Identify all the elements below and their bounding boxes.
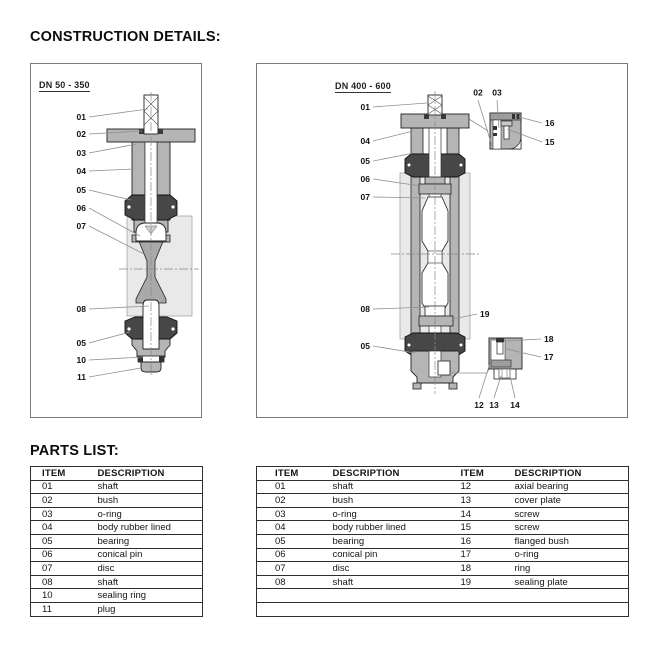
table-row [31, 602, 203, 616]
description-cell: sealing ring [91, 589, 203, 603]
description-cell: o-ring [331, 507, 459, 521]
callout-08: 08 [76, 303, 86, 314]
table-row [31, 575, 203, 589]
description-cell: body rubber lined [91, 521, 203, 535]
callout-17: 17 [544, 351, 554, 362]
item-cell: 15 [459, 521, 514, 535]
callout-01: 01 [76, 111, 86, 122]
callout-07: 07 [76, 220, 86, 231]
description-cell: conical pin [91, 548, 203, 562]
callout-01: 01 [360, 101, 370, 112]
description-cell: conical pin [331, 548, 459, 562]
description-cell [514, 602, 629, 616]
table-row [31, 562, 203, 576]
detail-view-bush-oring [490, 113, 521, 149]
item-cell: 19 [459, 575, 514, 589]
item-cell: 01 [257, 480, 331, 494]
callout-18: 18 [544, 333, 554, 344]
callout-05: 05 [360, 340, 370, 351]
item-cell: 17 [459, 548, 514, 562]
item-cell: 08 [257, 575, 331, 589]
callout-03: 03 [76, 147, 86, 158]
description-cell: flanged bush [514, 534, 629, 548]
item-cell: 12 [459, 480, 514, 494]
diagram-box-dn50-350 [30, 63, 202, 418]
table-row [31, 534, 203, 548]
parts-table-dn50-350 [30, 466, 203, 617]
description-cell: o-ring [91, 507, 203, 521]
item-cell [257, 589, 331, 603]
description-cell: shaft [331, 480, 459, 494]
description-cell: axial bearing [514, 480, 629, 494]
item-cell: 05 [257, 534, 331, 548]
table-row [31, 480, 203, 494]
table-row [257, 534, 629, 548]
callout-12: 12 [474, 400, 484, 410]
callout-06: 06 [360, 173, 370, 184]
callout-05: 05 [360, 155, 370, 166]
table-row [31, 548, 203, 562]
parts-table-dn400-600 [256, 466, 629, 617]
callout-14: 14 [510, 400, 520, 410]
item-cell: 11 [31, 602, 91, 616]
item-cell: 06 [31, 548, 91, 562]
diagram-box-dn400-600 [256, 63, 628, 418]
callout-15: 15 [545, 136, 555, 147]
item-cell [459, 589, 514, 603]
item-cell: 03 [257, 507, 331, 521]
description-cell: disc [331, 562, 459, 576]
table-row [31, 507, 203, 521]
description-cell [331, 602, 459, 616]
parts-list-title: PARTS LIST: [30, 443, 119, 459]
table-header-row [257, 467, 629, 481]
callout-08: 08 [360, 303, 370, 314]
item-cell: 05 [31, 534, 91, 548]
item-cell: 16 [459, 534, 514, 548]
item-cell: 07 [257, 562, 331, 576]
callout-16: 16 [545, 117, 555, 128]
callout-04: 04 [76, 165, 86, 176]
description-cell: bush [91, 494, 203, 508]
table-row [257, 602, 629, 616]
callout-02: 02 [76, 128, 86, 139]
table-row [257, 507, 629, 521]
valve-drawing-dn400-600 [257, 64, 627, 417]
callout-04: 04 [360, 135, 370, 146]
description-cell: shaft [91, 480, 203, 494]
description-cell: ring [514, 562, 629, 576]
description-cell [514, 589, 629, 603]
column-header: ITEM [257, 467, 331, 481]
description-cell: body rubber lined [331, 521, 459, 535]
item-cell [257, 602, 331, 616]
callout-07: 07 [360, 191, 370, 202]
description-cell: screw [514, 507, 629, 521]
dn50-350-label: DN 50 - 350 [39, 80, 90, 90]
description-cell: shaft [91, 575, 203, 589]
description-cell: screw [514, 521, 629, 535]
callout-11: 11 [77, 371, 86, 382]
table-header-row [31, 467, 203, 481]
description-cell: shaft [331, 575, 459, 589]
table-row [31, 589, 203, 603]
description-cell [331, 589, 459, 603]
callout-13: 13 [489, 400, 499, 410]
callout-06: 06 [76, 202, 86, 213]
item-cell: 10 [31, 589, 91, 603]
callout-19: 19 [480, 308, 490, 319]
table-row [257, 562, 629, 576]
item-cell: 18 [459, 562, 514, 576]
column-header: DESCRIPTION [514, 467, 629, 481]
callout-05: 05 [76, 337, 86, 348]
table-row [257, 575, 629, 589]
column-header: ITEM [31, 467, 91, 481]
callout-02: 02 [473, 87, 483, 98]
callout-10: 10 [76, 354, 86, 365]
item-cell: 07 [31, 562, 91, 576]
table-row [257, 494, 629, 508]
column-header: DESCRIPTION [91, 467, 203, 481]
detail-view-axial-bearing [489, 338, 522, 379]
table-row [31, 494, 203, 508]
dn400-600-label: DN 400 - 600 [335, 81, 391, 91]
item-cell: 04 [31, 521, 91, 535]
item-cell: 02 [31, 494, 91, 508]
description-cell: disc [91, 562, 203, 576]
description-cell: bearing [91, 534, 203, 548]
description-cell: plug [91, 602, 203, 616]
description-cell: sealing plate [514, 575, 629, 589]
description-cell: bearing [331, 534, 459, 548]
table-row [257, 548, 629, 562]
item-cell [459, 602, 514, 616]
callout-05: 05 [76, 184, 86, 195]
description-cell: o-ring [514, 548, 629, 562]
column-header: DESCRIPTION [331, 467, 459, 481]
item-cell: 14 [459, 507, 514, 521]
column-header: ITEM [459, 467, 514, 481]
description-cell: bush [331, 494, 459, 508]
item-cell: 01 [31, 480, 91, 494]
item-cell: 02 [257, 494, 331, 508]
item-cell: 13 [459, 494, 514, 508]
construction-details-title: CONSTRUCTION DETAILS: [30, 29, 221, 45]
table-row [257, 589, 629, 603]
table-row [257, 521, 629, 535]
valve-drawing-dn50-350 [31, 64, 201, 417]
item-cell: 04 [257, 521, 331, 535]
item-cell: 08 [31, 575, 91, 589]
callout-03: 03 [492, 87, 502, 98]
item-cell: 03 [31, 507, 91, 521]
table-row [31, 521, 203, 535]
table-row [257, 480, 629, 494]
item-cell: 06 [257, 548, 331, 562]
description-cell: cover plate [514, 494, 629, 508]
